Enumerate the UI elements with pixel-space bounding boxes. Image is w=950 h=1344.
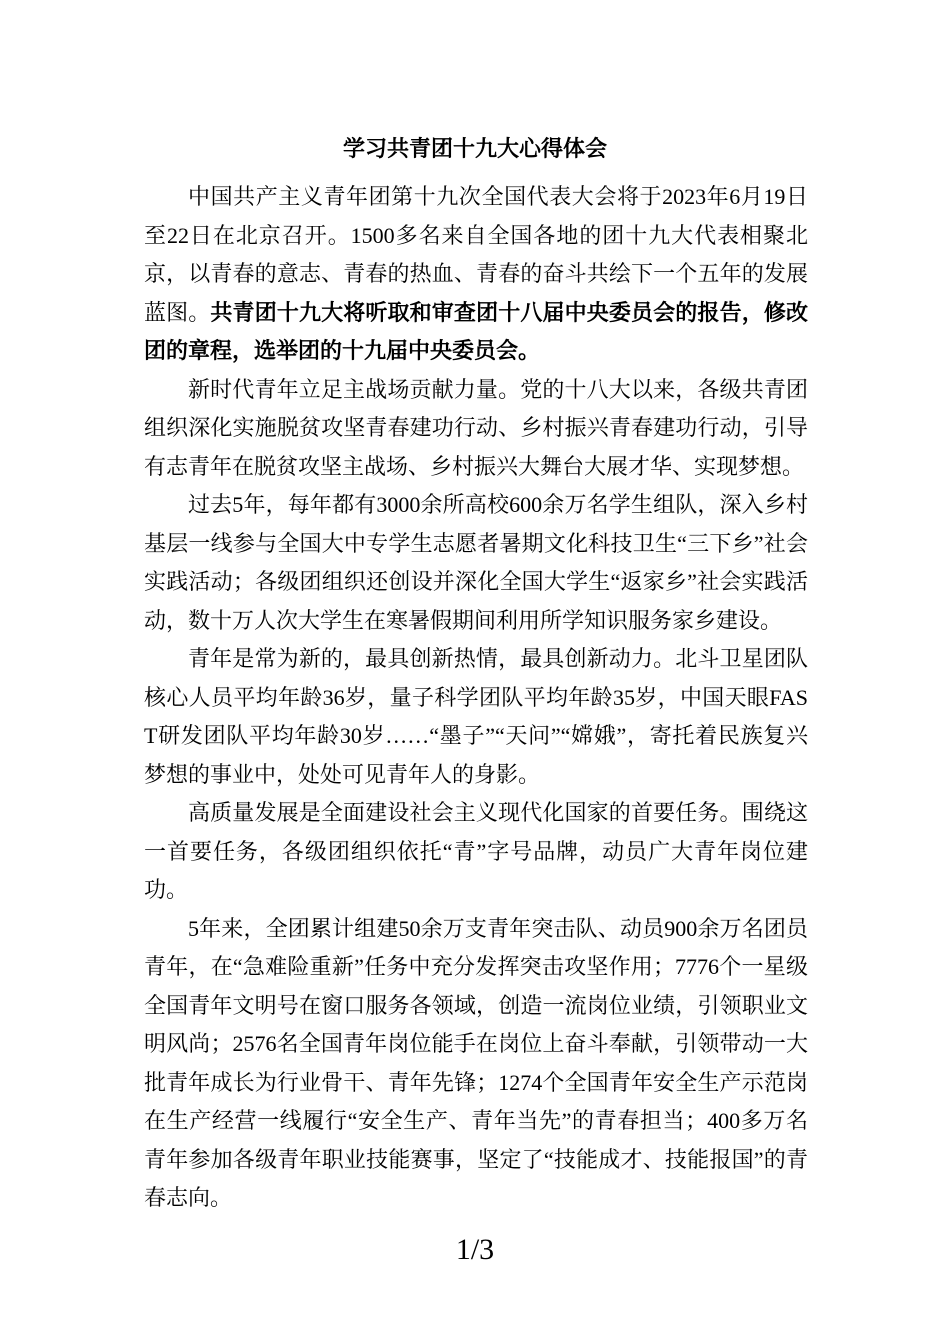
paragraph-5: 高质量发展是全面建设社会主义现代化国家的首要任务。围绕这一首要任务，各级团组织依托“青”字号品牌，动员广大青年岗位建功。 — [144, 800, 808, 902]
paragraph-1-text: 中国共产主义青年团第十九次全国代表大会将于2023年6月19日至22日在北京召开。1500多名来自全国各地的团十九大代表相聚北京，以青春的意志、青春的热血、青春的奋斗共绘下一个五年的发展蓝图。 — [144, 184, 808, 325]
paragraph-3: 过去5年，每年都有3000余所高校600余万名学生组队，深入乡村基层一线参与全国大中专学生志愿者暑期文化科技卫生“三下乡”社会实践活动；各级团组织还创设并深化全国大学生“返家乡”社会实践活动，数十万人次大学生在寒暑假期间利用所学知识服务家乡建设。 — [144, 492, 808, 633]
paragraph-1-bold-text: 共青团十九大将听取和审查团十八届中央委员会的报告，修改团的章程，选举团的十九届中央委员会。 — [144, 299, 808, 363]
paragraph-1 — [144, 178, 808, 371]
paragraph-4: 青年是常为新的，最具创新热情，最具创新动力。北斗卫星团队核心人员平均年龄36岁，量子科学团队平均年龄35岁，中国天眼FAST研发团队平均年龄30岁……“墨子”“天问”“嫦娥”，寄托着民族复兴梦想的事业中，处处可见青年人的身影。 — [144, 646, 808, 787]
document-title: 学习共青团十九大心得体会 — [342, 137, 607, 162]
paragraph-6: 5年来，全团累计组建50余万支青年突击队、动员900余万名团员青年，在“急难险重新”任务中充分发挥突击攻坚作用；7776个一星级全国青年文明号在窗口服务各领域，创造一流岗位业绩，引领职业文明风尚；2576名全国青年岗位能手在岗位上奋斗奉献，引领带动一大批青年成长为行业骨干、青年先锋；1274个全国青年安全生产示范岗在生产经营一线履行“安全生产、青年当先”的青春担当；400多万名青年参加各级青年职业技能赛事，坚定了“技能成才、技能报国”的青春志向。 — [144, 915, 808, 1210]
paragraph-2: 新时代青年立足主战场贡献力量。党的十八大以来，各级共青团组织深化实施脱贫攻坚青春建功行动、乡村振兴青春建功行动，引导有志青年在脱贫攻坚主战场、乡村振兴大舞台大展才华、实现梦想。 — [144, 376, 808, 479]
page-number: 1/3 — [455, 1233, 495, 1266]
document-body — [144, 178, 808, 1218]
